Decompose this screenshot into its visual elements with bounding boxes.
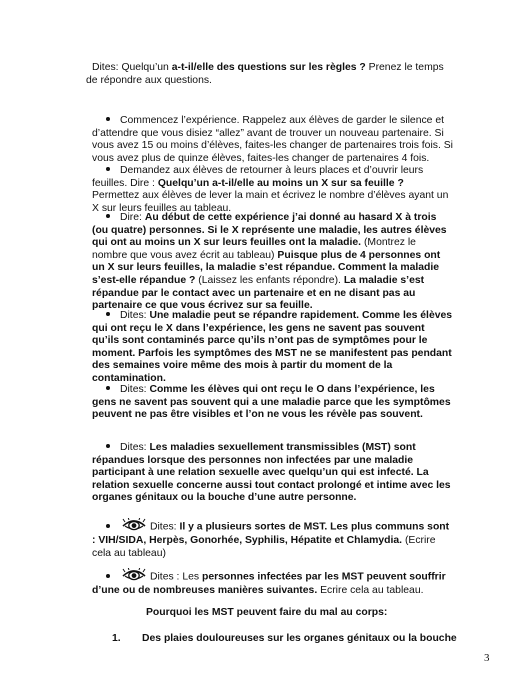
list-number: 1. [112, 633, 121, 644]
bullet-dot [106, 214, 110, 218]
text-bold: Les maladies sexuellement transmissibles (MST) sont répandues lorsque des personnes non infectées par une maladie participant à une relation sexuelle avec quelqu’un qui est infecté. La relation sexuelle concerne aussi tout contact prolongé et intime avec les organes génitaux ou la bouche d’une autre personne. [92, 442, 451, 504]
text-span: (Montrez le nombre que vous avez écrit au tableau) [92, 237, 416, 261]
text-bold: Quelqu’un a-t-il/elle au moins un X sur sa feuille ? [157, 177, 404, 189]
bullet-dot [106, 167, 110, 171]
bullet-dot [106, 386, 110, 390]
text-span: Dire: [120, 212, 145, 223]
section-heading: Pourquoi les MST peuvent faire du mal au corps: [146, 607, 388, 618]
paragraph-spread-quickly [92, 310, 454, 386]
text-bold: Il y a plusieurs sortes de MST. Les plus communs sont : VIH/SIDA, Herpès, Gonorhée, Syphilis, Hépatite et Chlamydia. [92, 521, 450, 546]
text-span: Dites: [120, 310, 150, 321]
eye-icon [122, 518, 146, 532]
text-bold: Au début de cette expérience j’ai donné au hasard X à trois (ou quatre) personnes. Si le X représente une maladie, les autres élèves qui ont au moins un X sur leurs feuilles ont la maladie. [92, 212, 447, 249]
paragraph-mst-types [92, 518, 454, 560]
bullet-dot [106, 524, 110, 528]
bullet-dot [106, 117, 110, 121]
text-bold: personnes infectées par les MST peuvent souffrir d’une ou de nombreuses manières suivantes. [92, 571, 446, 596]
bullet-dot [106, 574, 110, 578]
text-span: Permettez aux élèves de lever la main et écrivez le nombre d’élèves ayant un X sur leurs feuilles au tableau. [92, 190, 449, 214]
paragraph-start-experiment [92, 115, 454, 165]
text-bold: Puisque plus de 4 personnes ont un X sur leurs feuilles, la maladie s’est répandue. Comment la maladie s’est-elle répandue ? [92, 249, 441, 286]
text-bold: Une maladie peut se répandre rapidement. Comme les élèves qui ont reçu le X dans l’expérience, les gens ne savent pas souvent qu’ils sont contaminés parce qu’ils n’ont pas de symptômes pour le moment. Parfois les symptômes des MST ne se manifestent pas pendant des semaines voire même des mois à partir du moment de la contamination. [92, 310, 453, 384]
text-span: (Laissez les enfants répondre). [195, 274, 344, 286]
text-span: Dites: [120, 384, 150, 395]
paragraph-questions [86, 62, 454, 87]
paragraph-return-seats [92, 165, 454, 215]
text-span: Demandez aux élèves de retourner à leurs places et d’ouvrir leurs feuilles. Dire : [92, 165, 424, 189]
text-span: Dites: [150, 521, 180, 533]
text-span: (Ecrire cela au tableau) [92, 535, 436, 559]
text-bold: Comme les élèves qui ont reçu le O dans l’expérience, les gens ne savent pas souvent qui a une maladie parce que les symptômes peuvent ne pas être visibles et l’on ne vous les révèle pas souvent. [92, 384, 451, 421]
eye-icon [122, 568, 146, 582]
text-span: Dites : Les [150, 571, 202, 583]
paragraph-mst-definition [92, 442, 454, 505]
paragraph-disease-spread [92, 212, 454, 313]
text-bold: La maladie s’est répandue par le contact avec un partenaire et en ne disant pas au partenaire ce que vous écrivez sur sa feuille. [92, 274, 425, 312]
bullet-dot [106, 444, 110, 448]
text-span: Commencez l’expérience. Rappelez aux élèves de garder le silence et d’attendre que vous disiez “allez” avant de trouver un nouveau partenaire. Si vous avez 15 ou moins d’élèves, faites-les changer de partenaires trois fois. Si vous avez plus de quinze élèves, faites-les changer de partenaires 4 fois. [92, 115, 453, 164]
text-bold: a-t-il/elle des questions sur les règles ? [171, 62, 366, 73]
text-span: Prenez le temps de répondre aux questions. [86, 62, 444, 86]
list-item-text: Des plaies douloureuses sur les organes génitaux ou la bouche [142, 633, 457, 644]
page-number: 3 [484, 652, 490, 664]
paragraph-mst-effects [92, 568, 454, 598]
bullet-dot [106, 312, 110, 316]
text-span: Dites: [120, 442, 150, 453]
text-span: Dites: Quelqu’un [92, 62, 172, 73]
paragraph-o-students [92, 384, 454, 422]
text-span: Ecrire cela au tableau. [317, 585, 424, 596]
